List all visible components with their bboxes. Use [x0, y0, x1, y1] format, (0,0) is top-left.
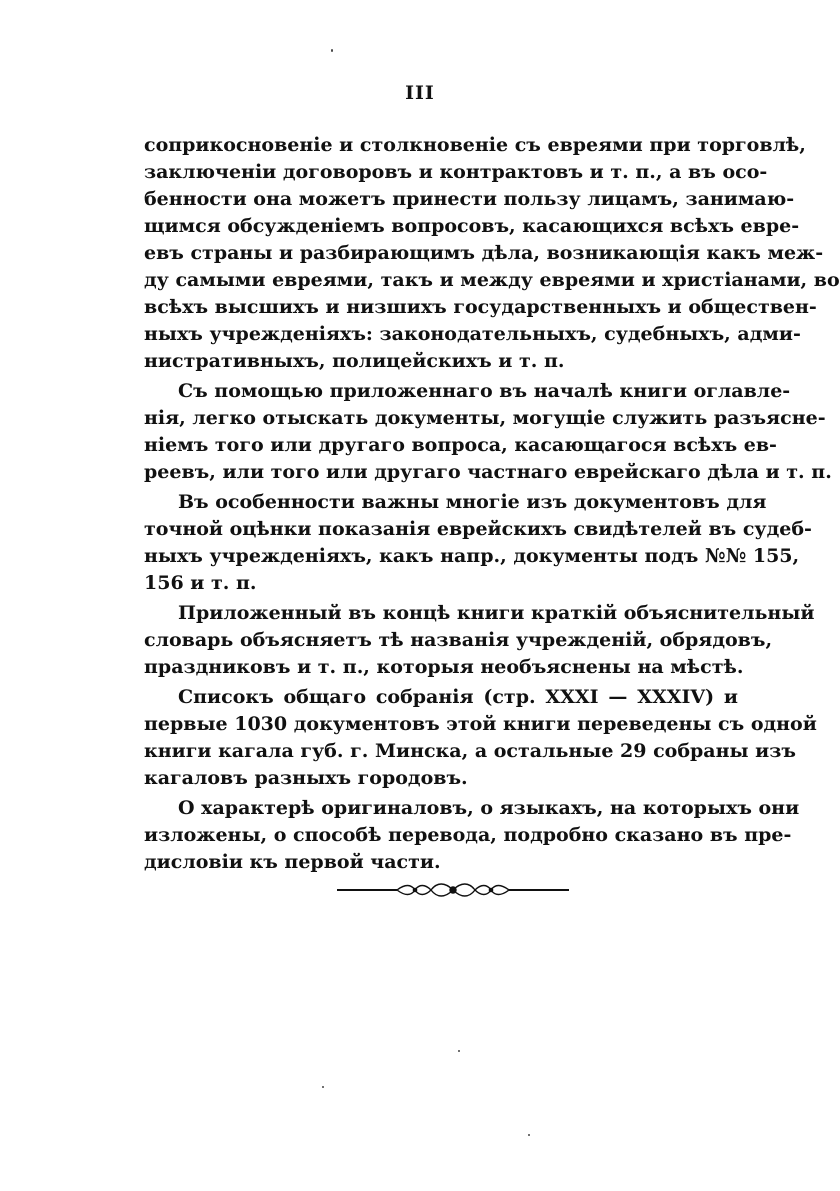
text-line: всѣхъ высшихъ и низшихъ государственныхъ и обществен-: [144, 296, 817, 318]
text-line: нія, легко отыскать документы, могущіе служить разъясне-: [144, 407, 826, 429]
paragraph-3: [144, 489, 812, 597]
text-line: книги кагала губ. г. Минска, а остальные 29 собраны изъ: [144, 740, 796, 762]
paper-speck: [331, 49, 333, 52]
text-line: ніемъ того или другаго вопроса, касающагося всѣхъ ев-: [144, 434, 777, 456]
text-line: нистративныхъ, полицейскихъ и т. п.: [144, 350, 565, 372]
paper-speck: [528, 1134, 530, 1136]
text-line: кагаловъ разныхъ городовъ.: [144, 767, 468, 789]
paper-speck: [458, 1050, 460, 1052]
text-line: Списокъ общаго собранія (стр. XXXI — XXXIV) и: [178, 686, 738, 708]
divider-flourish: [397, 884, 509, 896]
text-line: ныхъ учрежденіяхъ: законодательныхъ, судебныхъ, адми-: [144, 323, 801, 345]
paragraph-1: [144, 132, 840, 375]
text-line: реевъ, или того или другаго частнаго еврейскаго дѣла и т. п.: [144, 461, 832, 483]
text-line: изложены, о способѣ перевода, подробно сказано въ пре-: [144, 824, 792, 846]
text-line: соприкосновеніе и столкновеніе съ евреями при торговлѣ,: [144, 134, 806, 156]
text-line: ныхъ учрежденіяхъ, какъ напр., документы подъ №№ 155,: [144, 545, 800, 567]
text-line: словарь объясняетъ тѣ названія учрежденій, обрядовъ,: [144, 629, 773, 651]
text-line: первые 1030 документовъ этой книги переведены съ одной: [144, 713, 817, 735]
text-line: О характерѣ оригиналовъ, о языкахъ, на которыхъ они: [178, 797, 800, 819]
text-line: точной оцѣнки показанія еврейскихъ свидѣтелей въ судеб-: [144, 518, 812, 540]
body-text: [144, 132, 840, 879]
paragraph-5: [144, 684, 817, 792]
decorative-divider-ornament: [335, 878, 571, 902]
text-line: дисловіи къ первой части.: [144, 851, 441, 873]
text-line: бенности она можетъ принести пользу лицамъ, занимаю-: [144, 188, 795, 210]
paragraph-2: [144, 378, 832, 486]
text-line: Въ особенности важны многіе изъ документовъ для: [178, 491, 767, 513]
text-line: заключеніи договоровъ и контрактовъ и т. п., а въ осо-: [144, 161, 768, 183]
text-line: щимся обсужденіемъ вопросовъ, касающихся всѣхъ евре-: [144, 215, 800, 237]
paragraph-6: [144, 795, 800, 876]
paragraph-4: [144, 600, 815, 681]
text-line: Съ помощью приложеннаго въ началѣ книги оглавле-: [178, 380, 791, 402]
page-number: III: [405, 82, 435, 104]
text-line: праздниковъ и т. п., которыя необъяснены на мѣстѣ.: [144, 656, 744, 678]
text-line: ду самыми евреями, такъ и между евреями и христіанами, во: [144, 269, 840, 291]
paper-speck: [322, 1086, 324, 1088]
text-line: 156 и т. п.: [144, 572, 257, 594]
text-line: Приложенный въ концѣ книги краткій объяснительный: [178, 602, 815, 624]
text-line: евъ страны и разбирающимъ дѣла, возникающія какъ меж-: [144, 242, 824, 264]
